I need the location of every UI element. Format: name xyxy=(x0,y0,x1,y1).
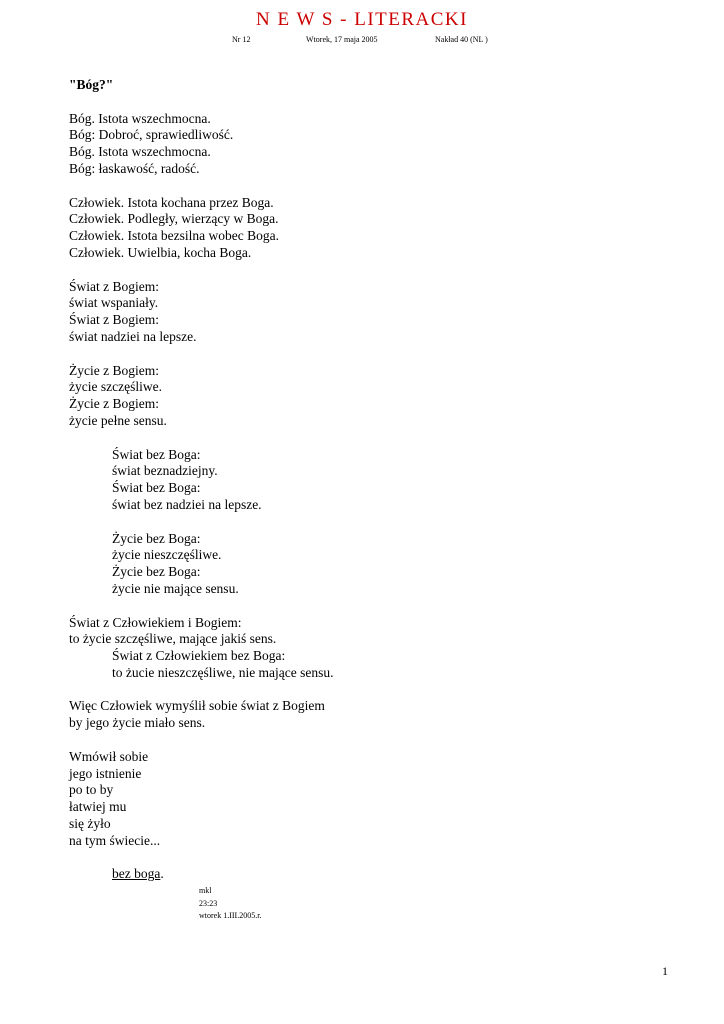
poem-line: Świat bez Boga: xyxy=(112,480,201,496)
poem-line: Świat z Bogiem: xyxy=(69,312,159,328)
poem-line: by jego życie miało sens. xyxy=(69,715,206,731)
poem-line: Człowiek. Istota bezsilna wobec Boga. xyxy=(69,228,279,244)
poem-title: "Bóg?" xyxy=(69,77,114,92)
stanza-indented xyxy=(69,531,669,598)
stanza xyxy=(69,749,669,850)
poem-line: świat wspaniały. xyxy=(69,295,159,311)
closing-punctuation: . xyxy=(160,866,164,882)
signature-date: wtorek 1.III.2005.r. xyxy=(199,911,262,920)
poem-line: Świat bez Boga: xyxy=(112,446,201,462)
poem-line: świat bez nadziei na lepsze. xyxy=(112,496,262,512)
poem-line: Świat z Człowiekiem bez Boga: xyxy=(112,648,286,664)
stanza xyxy=(69,279,669,346)
poem-line: się żyło xyxy=(69,816,111,832)
poem-line: po to by xyxy=(69,782,114,798)
stanza xyxy=(69,195,669,262)
poem-line: świat nadziei na lepsze. xyxy=(69,328,197,344)
stanza xyxy=(69,615,669,682)
poem-line: Życie bez Boga: xyxy=(112,564,201,580)
poem-line: Życie z Bogiem: xyxy=(69,396,159,412)
poem-line: Bóg: Dobroć, sprawiedliwość. xyxy=(69,127,234,143)
poem-line: Człowiek. Uwielbia, kocha Boga. xyxy=(69,244,252,260)
poem-line: Bóg: łaskawość, radość. xyxy=(69,160,200,176)
poem-line: Człowiek. Istota kochana przez Boga. xyxy=(69,194,274,210)
poem-line: łatwiej mu xyxy=(69,799,127,815)
poem-line: Wmówił sobie xyxy=(69,748,149,764)
poem-line: Życie z Bogiem: xyxy=(69,362,159,378)
poem-closing xyxy=(69,866,669,883)
poem-line: Bóg. Istota wszechmocna. xyxy=(69,144,211,160)
stanza-indented xyxy=(69,447,669,514)
poem-line: Więc Człowiek wymyślił sobie świat z Bogiem xyxy=(69,698,325,714)
poem-line: życie nieszczęśliwe. xyxy=(112,547,222,563)
closing-underlined-text: bez boga xyxy=(112,866,161,882)
signature-author: mkl xyxy=(199,886,212,895)
circulation: Nakład 40 (NL ) xyxy=(435,35,488,44)
poem-line: Świat z Bogiem: xyxy=(69,278,159,294)
poem-line: świat beznadziejny. xyxy=(112,463,218,479)
poem-line: Życie bez Boga: xyxy=(112,530,201,546)
signature xyxy=(199,885,261,923)
poem-line: to życie szczęśliwe, mające jakiś sens. xyxy=(69,631,277,647)
poem xyxy=(69,77,669,883)
poem-line: jego istnienie xyxy=(69,765,142,781)
stanza xyxy=(69,698,669,732)
signature-time: 23:23 xyxy=(199,898,218,908)
page-number: 1 xyxy=(662,964,668,978)
issue-number: Nr 12 xyxy=(232,35,251,44)
poem-line: Świat z Człowiekiem i Bogiem: xyxy=(69,614,242,630)
poem-line: życie pełne sensu. xyxy=(69,412,167,428)
stanza xyxy=(69,111,669,178)
masthead-title: N E W S - LITERACKI xyxy=(256,9,468,30)
poem-line: Bóg. Istota wszechmocna. xyxy=(69,110,211,126)
issue-date: Wtorek, 17 maja 2005 xyxy=(306,35,378,44)
poem-line: na tym świecie... xyxy=(69,832,161,848)
poem-line: to żucie nieszczęśliwe, nie mające sensu. xyxy=(112,664,334,680)
poem-line: Człowiek. Podległy, wierzący w Boga. xyxy=(69,211,279,227)
poem-line: życie szczęśliwe. xyxy=(69,379,162,395)
poem-line: życie nie mające sensu. xyxy=(112,580,239,596)
stanza xyxy=(69,363,669,430)
